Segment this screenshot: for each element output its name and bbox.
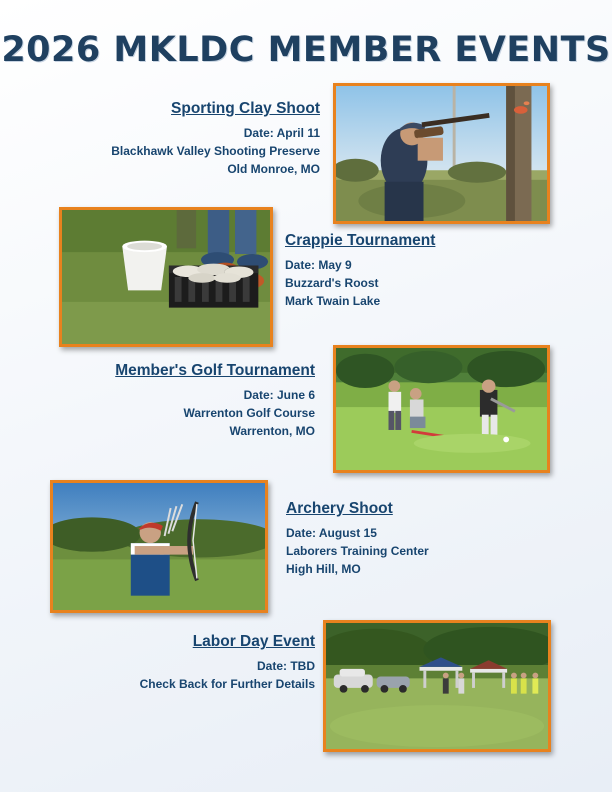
event-title-members-golf-tournament: Member's Golf Tournament	[115, 362, 315, 379]
event-photo-labor-day-event	[323, 620, 551, 752]
event-venue-archery-shoot: Laborers Training Center	[286, 544, 429, 558]
event-date-labor-day-event: Date: TBD	[256, 659, 315, 673]
event-venue-sporting-clay-shoot: Blackhawk Valley Shooting Preserve	[111, 144, 320, 158]
event-text-crappie-tournament	[285, 232, 545, 310]
event-text-members-golf-tournament	[40, 362, 315, 440]
event-date-archery-shoot: Date: August 15	[286, 526, 377, 540]
event-title-sporting-clay-shoot: Sporting Clay Shoot	[171, 100, 320, 117]
event-photo-crappie-tournament	[59, 207, 273, 347]
event-text-archery-shoot	[286, 500, 546, 578]
event-photo-members-golf-tournament	[333, 345, 550, 473]
event-location-crappie-tournament: Mark Twain Lake	[285, 294, 381, 308]
event-text-labor-day-event	[40, 633, 315, 693]
event-venue-labor-day-event: Check Back for Further Details	[139, 677, 315, 691]
event-title-crappie-tournament: Crappie Tournament	[285, 232, 436, 249]
event-date-sporting-clay-shoot: Date: April 11	[243, 126, 320, 140]
event-venue-crappie-tournament: Buzzard's Roost	[285, 276, 379, 290]
page-title: 2026 MKLDC MEMBER EVENTS	[1, 30, 611, 70]
event-venue-members-golf-tournament: Warrenton Golf Course	[183, 406, 315, 420]
event-location-sporting-clay-shoot: Old Monroe, MO	[227, 162, 320, 176]
event-title-archery-shoot: Archery Shoot	[286, 500, 393, 517]
event-location-archery-shoot: High Hill, MO	[286, 562, 361, 576]
event-text-sporting-clay-shoot	[60, 100, 320, 178]
event-photo-sporting-clay-shoot	[333, 83, 550, 224]
event-location-members-golf-tournament: Warrenton, MO	[229, 424, 315, 438]
event-photo-archery-shoot	[50, 480, 268, 613]
event-date-crappie-tournament: Date: May 9	[285, 258, 352, 272]
event-date-members-golf-tournament: Date: June 6	[243, 388, 315, 402]
event-title-labor-day-event: Labor Day Event	[192, 633, 315, 650]
